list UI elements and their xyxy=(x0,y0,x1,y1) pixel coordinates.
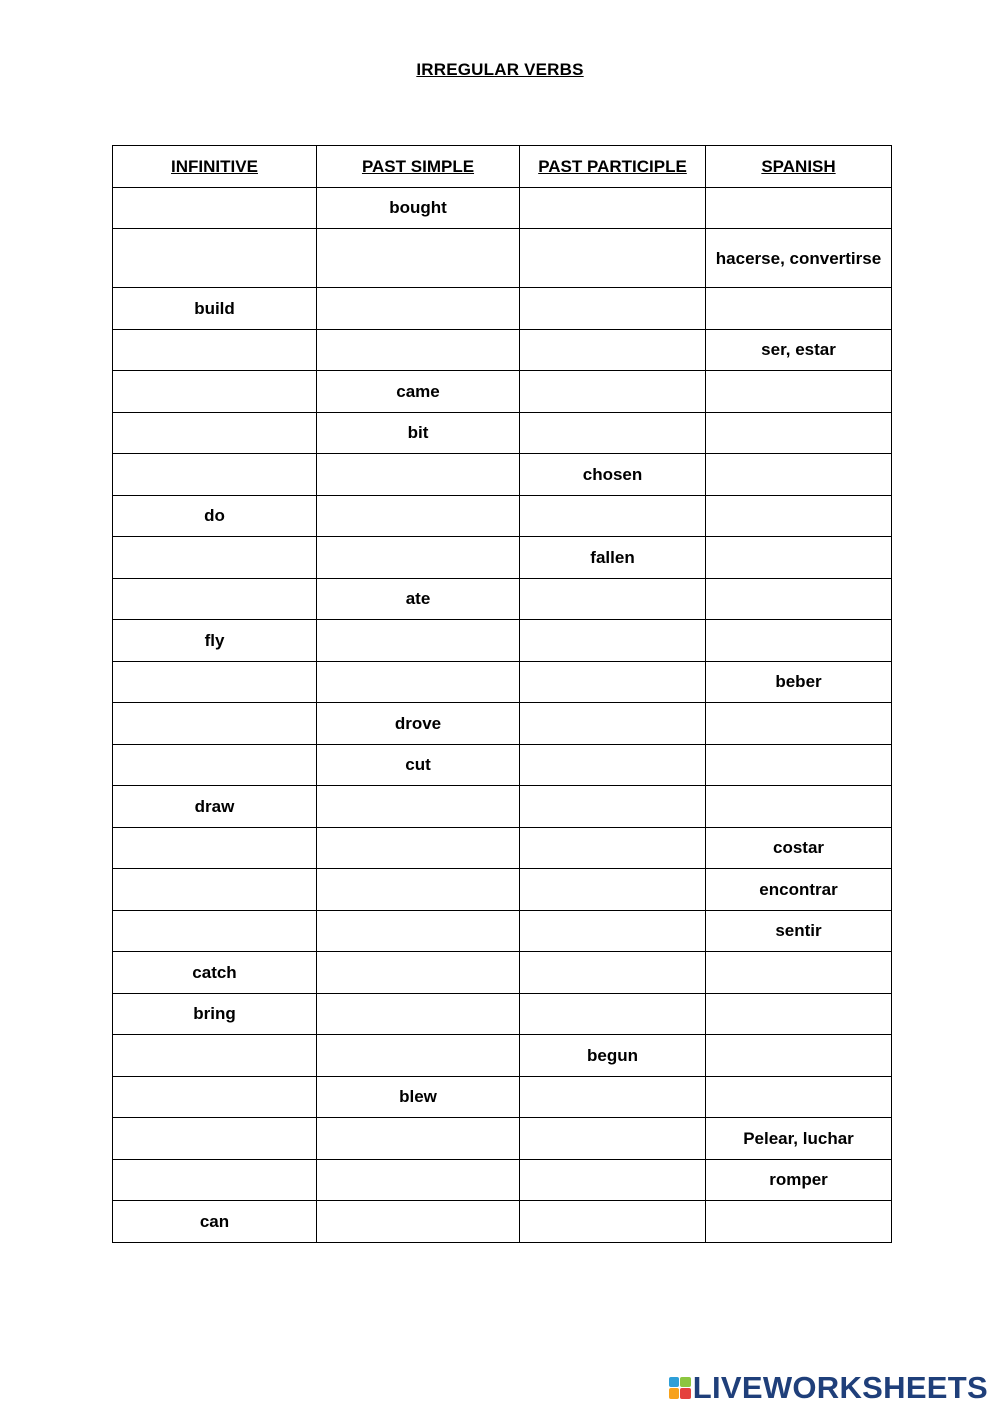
table-row xyxy=(113,1035,892,1077)
page-title: IRREGULAR VERBS xyxy=(416,60,584,79)
cell-spanish[interactable]: hacerse, convertirse xyxy=(706,229,892,288)
cell-past-simple[interactable] xyxy=(317,329,520,371)
cell-infinitive[interactable] xyxy=(113,329,317,371)
cell-infinitive[interactable] xyxy=(113,744,317,786)
cell-past-participle[interactable] xyxy=(520,1118,706,1160)
cell-spanish[interactable] xyxy=(706,1201,892,1243)
cell-past-participle[interactable] xyxy=(520,786,706,828)
cell-infinitive[interactable] xyxy=(113,1035,317,1077)
cell-infinitive[interactable] xyxy=(113,703,317,745)
cell-infinitive[interactable] xyxy=(113,412,317,454)
header-row xyxy=(113,146,892,188)
cell-past-simple[interactable]: bought xyxy=(317,187,520,229)
cell-spanish[interactable] xyxy=(706,620,892,662)
cell-past-simple[interactable] xyxy=(317,993,520,1035)
cell-past-simple[interactable] xyxy=(317,229,520,288)
cell-past-simple[interactable] xyxy=(317,1159,520,1201)
logo-square xyxy=(669,1377,680,1388)
table-row xyxy=(113,187,892,229)
cell-past-simple[interactable] xyxy=(317,910,520,952)
cell-past-participle[interactable] xyxy=(520,229,706,288)
cell-past-simple[interactable]: cut xyxy=(317,744,520,786)
table-row xyxy=(113,993,892,1035)
cell-infinitive[interactable] xyxy=(113,1159,317,1201)
cell-infinitive[interactable]: draw xyxy=(113,786,317,828)
table-row xyxy=(113,495,892,537)
table-row xyxy=(113,703,892,745)
cell-infinitive[interactable]: catch xyxy=(113,952,317,994)
table-row xyxy=(113,1118,892,1160)
cell-spanish[interactable] xyxy=(706,537,892,579)
verbs-table xyxy=(112,145,892,1243)
cell-past-simple[interactable] xyxy=(317,869,520,911)
table-row xyxy=(113,412,892,454)
header-infinitive: INFINITIVE xyxy=(113,146,317,188)
cell-infinitive[interactable] xyxy=(113,537,317,579)
table-row xyxy=(113,1159,892,1201)
table-row xyxy=(113,371,892,413)
table-row xyxy=(113,620,892,662)
cell-past-participle[interactable] xyxy=(520,703,706,745)
cell-past-participle[interactable]: begun xyxy=(520,1035,706,1077)
table-row xyxy=(113,454,892,496)
cell-past-simple[interactable] xyxy=(317,620,520,662)
header-past-participle: PAST PARTICIPLE xyxy=(520,146,706,188)
cell-past-participle[interactable] xyxy=(520,869,706,911)
table-row xyxy=(113,786,892,828)
cell-past-participle[interactable] xyxy=(520,1159,706,1201)
cell-spanish[interactable] xyxy=(706,1035,892,1077)
cell-spanish[interactable]: ser, estar xyxy=(706,329,892,371)
cell-past-participle[interactable] xyxy=(520,827,706,869)
logo-square xyxy=(669,1388,680,1399)
table-row xyxy=(113,329,892,371)
cell-past-simple[interactable] xyxy=(317,288,520,330)
cell-spanish[interactable] xyxy=(706,187,892,229)
cell-spanish[interactable] xyxy=(706,288,892,330)
cell-infinitive[interactable] xyxy=(113,827,317,869)
cell-spanish[interactable] xyxy=(706,952,892,994)
cell-past-participle[interactable] xyxy=(520,288,706,330)
cell-spanish[interactable]: costar xyxy=(706,827,892,869)
cell-past-participle[interactable] xyxy=(520,952,706,994)
cell-spanish[interactable]: beber xyxy=(706,661,892,703)
cell-past-simple[interactable]: blew xyxy=(317,1076,520,1118)
cell-spanish[interactable] xyxy=(706,412,892,454)
cell-past-participle[interactable] xyxy=(520,578,706,620)
cell-infinitive[interactable]: can xyxy=(113,1201,317,1243)
cell-spanish[interactable]: romper xyxy=(706,1159,892,1201)
cell-past-participle[interactable] xyxy=(520,371,706,413)
cell-infinitive[interactable] xyxy=(113,1076,317,1118)
cell-past-simple[interactable] xyxy=(317,661,520,703)
cell-past-simple[interactable] xyxy=(317,1118,520,1160)
cell-spanish[interactable] xyxy=(706,578,892,620)
brand-name: LIVEWORKSHEETS xyxy=(692,1370,988,1405)
cell-past-participle[interactable]: fallen xyxy=(520,537,706,579)
table-row xyxy=(113,1201,892,1243)
cell-past-participle[interactable] xyxy=(520,1201,706,1243)
cell-infinitive[interactable] xyxy=(113,910,317,952)
cell-past-simple[interactable] xyxy=(317,952,520,994)
cell-infinitive[interactable]: build xyxy=(113,288,317,330)
cell-infinitive[interactable] xyxy=(113,371,317,413)
table-row xyxy=(113,537,892,579)
cell-infinitive[interactable]: do xyxy=(113,495,317,537)
cell-spanish[interactable] xyxy=(706,1076,892,1118)
cell-infinitive[interactable] xyxy=(113,578,317,620)
cell-spanish[interactable]: sentir xyxy=(706,910,892,952)
table-row xyxy=(113,578,892,620)
cell-infinitive[interactable]: fly xyxy=(113,620,317,662)
cell-past-participle[interactable] xyxy=(520,744,706,786)
cell-past-simple[interactable] xyxy=(317,786,520,828)
cell-spanish[interactable] xyxy=(706,786,892,828)
cell-spanish[interactable] xyxy=(706,703,892,745)
cell-spanish[interactable]: Pelear, luchar xyxy=(706,1118,892,1160)
cell-past-participle[interactable]: chosen xyxy=(520,454,706,496)
table-row xyxy=(113,744,892,786)
cell-infinitive[interactable] xyxy=(113,229,317,288)
cell-past-participle[interactable] xyxy=(520,495,706,537)
table-row xyxy=(113,229,892,288)
logo-square xyxy=(680,1377,691,1388)
table-row xyxy=(113,288,892,330)
cell-infinitive[interactable]: bring xyxy=(113,993,317,1035)
cell-spanish[interactable] xyxy=(706,454,892,496)
cell-infinitive[interactable] xyxy=(113,1118,317,1160)
cell-past-participle[interactable] xyxy=(520,993,706,1035)
cell-past-participle[interactable] xyxy=(520,187,706,229)
cell-spanish[interactable] xyxy=(706,993,892,1035)
table-row xyxy=(113,661,892,703)
header-spanish: SPANISH xyxy=(706,146,892,188)
table-row xyxy=(113,910,892,952)
table-row xyxy=(113,827,892,869)
cell-spanish[interactable] xyxy=(706,495,892,537)
liveworksheets-brand xyxy=(669,1372,988,1403)
cell-past-participle[interactable] xyxy=(520,661,706,703)
cell-spanish[interactable] xyxy=(706,744,892,786)
liveworksheets-logo-icon xyxy=(669,1377,691,1399)
cell-past-simple[interactable] xyxy=(317,1201,520,1243)
cell-past-participle[interactable] xyxy=(520,620,706,662)
cell-infinitive[interactable] xyxy=(113,187,317,229)
cell-past-participle[interactable] xyxy=(520,1076,706,1118)
cell-past-simple[interactable]: ate xyxy=(317,578,520,620)
header-past-simple: PAST SIMPLE xyxy=(317,146,520,188)
cell-past-simple[interactable]: came xyxy=(317,371,520,413)
cell-past-participle[interactable] xyxy=(520,412,706,454)
cell-past-participle[interactable] xyxy=(520,329,706,371)
logo-square xyxy=(680,1388,691,1399)
cell-past-simple[interactable] xyxy=(317,495,520,537)
table-row xyxy=(113,869,892,911)
cell-past-simple[interactable] xyxy=(317,827,520,869)
cell-spanish[interactable]: encontrar xyxy=(706,869,892,911)
cell-past-simple[interactable]: drove xyxy=(317,703,520,745)
cell-spanish[interactable] xyxy=(706,371,892,413)
table-row xyxy=(113,1076,892,1118)
cell-past-simple[interactable] xyxy=(317,1035,520,1077)
cell-past-participle[interactable] xyxy=(520,910,706,952)
cell-infinitive[interactable] xyxy=(113,869,317,911)
table-row xyxy=(113,952,892,994)
cell-infinitive[interactable] xyxy=(113,661,317,703)
cell-past-simple[interactable]: bit xyxy=(317,412,520,454)
cell-infinitive[interactable] xyxy=(113,454,317,496)
cell-past-simple[interactable] xyxy=(317,454,520,496)
cell-past-simple[interactable] xyxy=(317,537,520,579)
